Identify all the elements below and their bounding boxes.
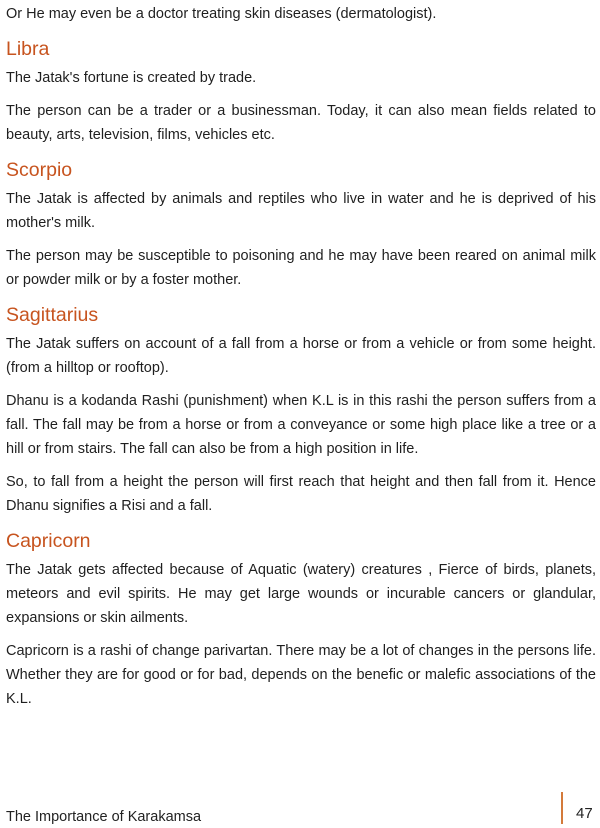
paragraph: Capricorn is a rashi of change parivartan. There may be a lot of changes in the persons life. Whether they are for good or for bad, depends on the benefic or malefic associations of the K.L. [6,643,596,707]
section-libra [6,36,596,147]
paragraph: The person can be a trader or a businessman. Today, it can also mean fields related to beauty, arts, television, films, vehicles etc. [6,103,596,143]
paragraph: The Jatak's fortune is created by trade. [6,70,257,86]
page-number: 47 [576,805,593,822]
paragraph: The Jatak gets affected because of Aquatic (watery) creatures , Fierce of birds, planets, meteors and evil spirits. He may get large wounds or incurable cancers or glandular, expansions or skin ailments. [6,562,596,626]
footer-book-title: The Importance of Karakamsa [6,809,202,825]
section-sagittarius [6,302,596,518]
section-heading-scorpio: Scorpio [6,159,73,181]
section-heading-sagittarius: Sagittarius [6,304,99,326]
paragraph: The Jatak is affected by animals and reptiles who live in water and he is deprived of his mother's milk. [6,191,596,231]
page-content [6,0,596,720]
paragraph: Dhanu is a kodanda Rashi (punishment) when K.L is in this rashi the person suffers from a fall. The fall may be from a horse or from a conveyance or some high place like a tree or a hill or from stairs. The fall can also be from a high position in life. [6,393,596,457]
section-heading-libra: Libra [6,38,50,60]
intro-paragraph: Or He may even be a doctor treating skin diseases (dermatologist). [6,6,437,22]
section-capricorn [6,528,596,711]
paragraph: The Jatak suffers on account of a fall from a horse or from a vehicle or from some height. (from a hilltop or rooftop). [6,336,596,376]
footer-divider [561,792,563,824]
section-scorpio [6,157,596,292]
paragraph: So, to fall from a height the person will first reach that height and then fall from it. Hence Dhanu signifies a Risi and a fall. [6,474,596,514]
paragraph: The person may be susceptible to poisoning and he may have been reared on animal milk or powder milk or by a foster mother. [6,248,596,288]
section-heading-capricorn: Capricorn [6,530,91,552]
page-footer [6,800,600,828]
